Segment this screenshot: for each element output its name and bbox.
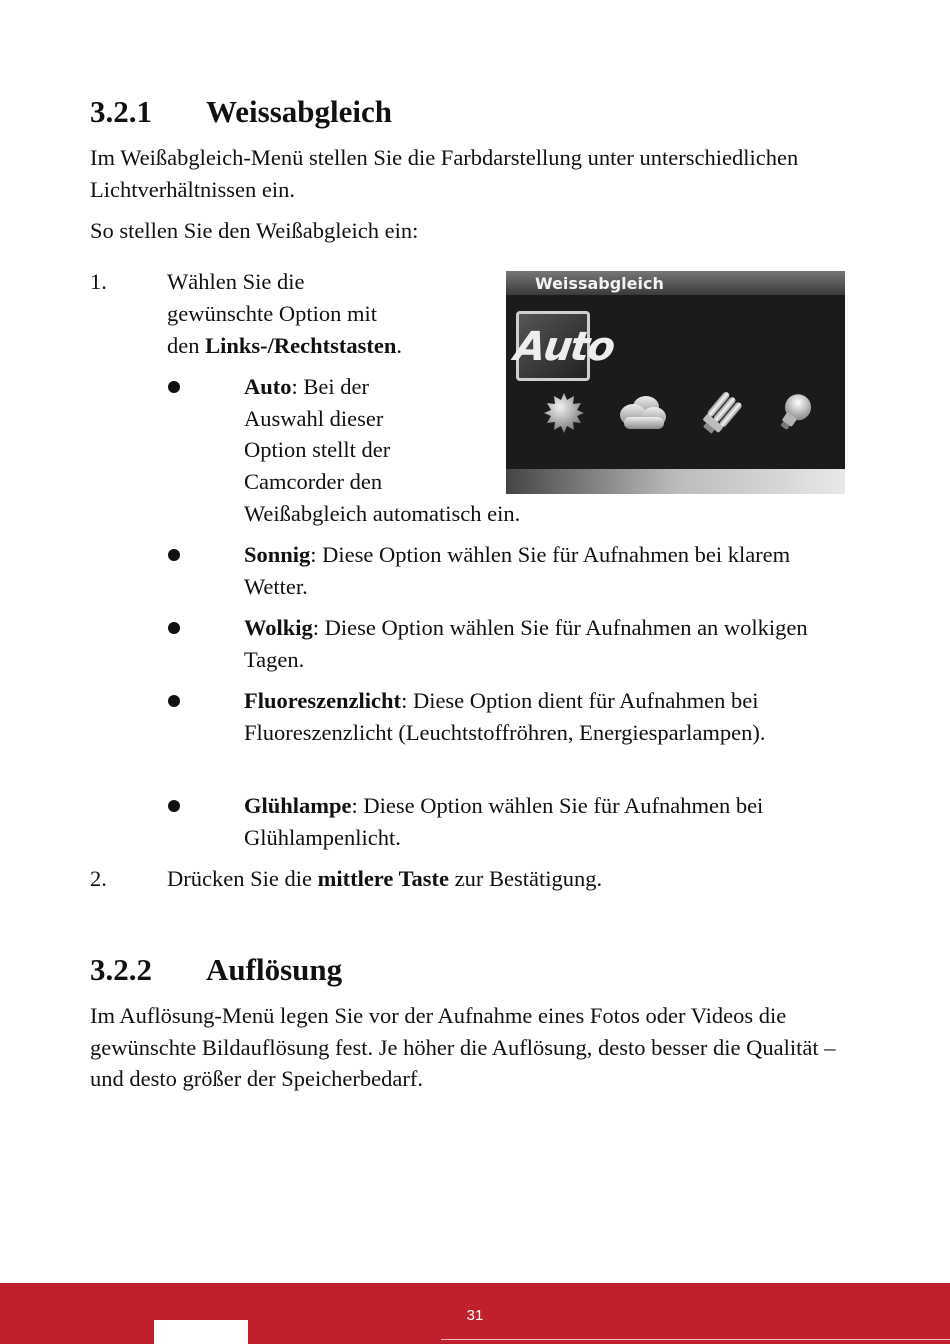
step-2-key: mittlere Taste <box>317 866 450 891</box>
bullet-description: : Diese Option wählen Sie für Aufnahmen an wolkigen Tagen. <box>244 615 808 672</box>
auto-option-selected <box>511 311 617 381</box>
bullet-auto-line-3: Option stellt der <box>244 437 391 462</box>
step-1-line-3-suffix: . <box>396 333 403 358</box>
resolution-paragraph: Im Auflösung-Menü legen Sie vor der Aufnahme eines Fotos oder Videos die gewünschte Bildauflösung fest. Je höher die Auflösung, desto besser die Qualität – und desto größer der Speicherbedarf. <box>90 1003 836 1091</box>
bullet-dot <box>168 381 180 393</box>
bullet-gluehlampe-text <box>244 790 854 853</box>
footer-white-tab <box>154 1320 248 1344</box>
bullet-fluoreszenzlicht-text <box>244 685 854 748</box>
bullet-term: Sonnig <box>244 542 311 567</box>
bullet-dot <box>168 695 180 707</box>
step-1-line-3 <box>167 330 402 362</box>
page-number: 31 <box>466 1307 484 1324</box>
page-footer <box>0 1283 950 1344</box>
bullet-dot <box>168 622 180 634</box>
menu-title: Weissabgleich <box>535 274 664 293</box>
bullet-term: Fluoreszenzlicht <box>244 688 402 713</box>
step-number: 2. <box>90 866 107 891</box>
intro-paragraph: Im Weißabgleich-Menü stellen Sie die Farbdarstellung unter unterschiedlichen Lichtverhältnissen ein. <box>90 145 799 202</box>
cloud-icon <box>616 391 670 435</box>
sun-icon <box>542 391 586 435</box>
auto-icon-label: Auto <box>511 324 617 370</box>
step-1-keys: Links-/Rechtstasten <box>205 333 397 358</box>
light-bulb-icon <box>772 391 816 435</box>
step-2-suffix: zur Bestätigung. <box>449 866 603 891</box>
menu-bottom-bar <box>506 469 845 494</box>
footer-line <box>441 1339 950 1340</box>
bullet-description: : Diese Option dient für Aufnahmen bei Fluoreszenzlicht (Leuchtstoffröhren, Energiesparlampen). <box>244 688 766 745</box>
bullet-dot <box>168 549 180 561</box>
bullet-description: : Diese Option wählen Sie für Aufnahmen bei klarem Wetter. <box>244 542 791 599</box>
step-number: 1. <box>90 269 107 294</box>
bullet-auto-line-2: Auswahl dieser <box>244 406 384 431</box>
bullet-auto-line-4: Camcorder den <box>244 469 383 494</box>
step-1-line-2: gewünschte Option mit <box>167 301 377 326</box>
bullet-auto-text-1: : Bei der <box>291 374 369 399</box>
section-title: Auflösung <box>206 952 343 987</box>
bullet-term: Wolkig <box>244 615 313 640</box>
bullet-description: : Diese Option wählen Sie für Aufnahmen bei Glühlampenlicht. <box>244 793 764 850</box>
step-2-prefix: Drücken Sie die <box>167 866 318 891</box>
fluorescent-lamp-icon <box>694 391 748 435</box>
bullet-auto-line-5: Weißabgleich automatisch ein. <box>244 501 521 526</box>
section-heading-aufloesung <box>90 952 342 988</box>
section-number: 3.2.1 <box>90 94 152 129</box>
bullet-dot <box>168 800 180 812</box>
bullet-sonnig-text <box>244 539 854 602</box>
bullet-wolkig-text <box>244 612 854 675</box>
bullet-term: Auto <box>244 374 292 399</box>
step-1-line-3-prefix: den <box>167 333 206 358</box>
section-number: 3.2.2 <box>90 952 152 987</box>
section-title: Weissabgleich <box>206 94 393 129</box>
step-2-text <box>167 863 602 895</box>
instruction-lead: So stellen Sie den Weißabgleich ein: <box>90 218 419 243</box>
section-heading-weissabgleich <box>90 94 392 130</box>
white-balance-menu-screenshot <box>506 271 845 494</box>
bullet-term: Glühlampe <box>244 793 352 818</box>
step-1-line-1: Wählen Sie die <box>167 269 305 294</box>
